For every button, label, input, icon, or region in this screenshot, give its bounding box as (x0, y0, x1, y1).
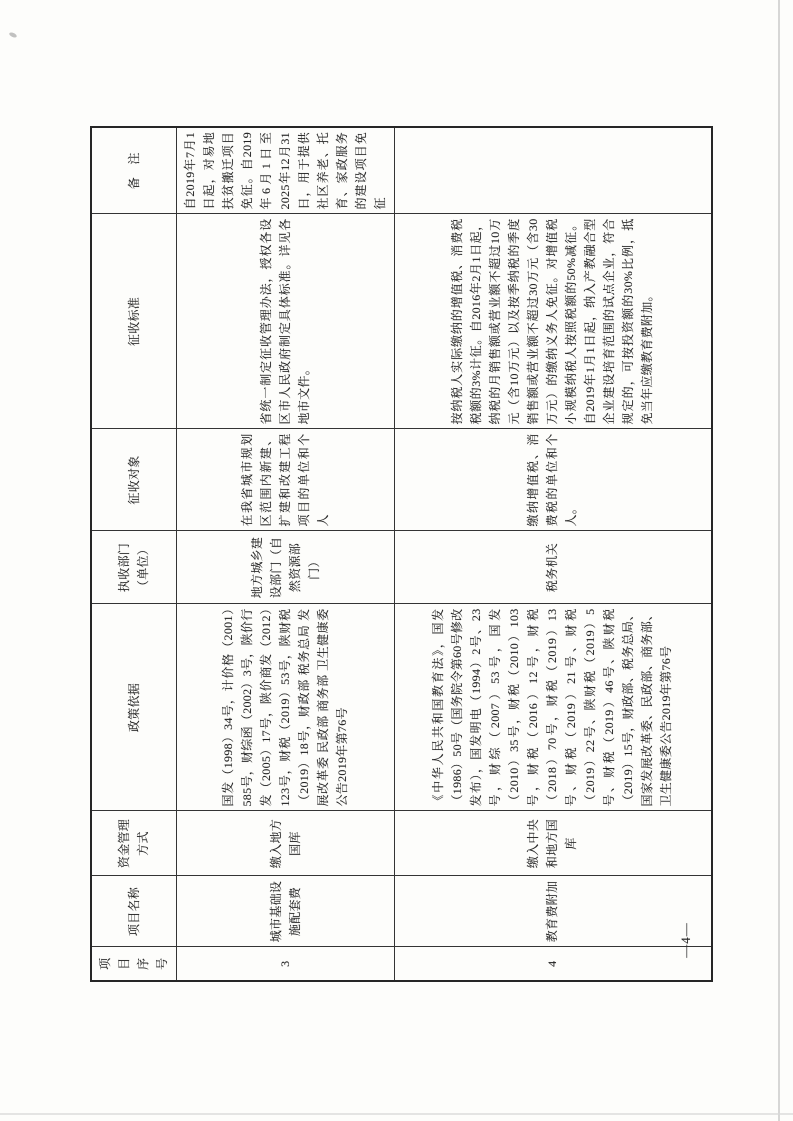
row3-remark-cell: 自2019年7月1日起，对易地扶贫搬迁项目免征。自2019年6月1日至2025年12月31日，用于提供社区养老、托育、家政服务的建设项目免征 (177, 127, 395, 214)
row3-fund-cell: 缴入地方国库 (177, 811, 395, 876)
table-row (177, 127, 395, 981)
row4-seq-cell: 4 (395, 947, 712, 981)
scan-artifact (9, 32, 18, 39)
table-header-row (91, 127, 177, 981)
row3-target-cell: 在我省城市规划区范围内新建、扩建和改建工程项目的单位和个人 (177, 429, 395, 531)
row4-standard-cell: 按纳税人实际缴纳的增值税、消费税税额的3%计征。自2016年2月1日起，纳税的月销售额或营业额不超过10万元（含10万元）以及按季纳税的季度销售额或营业额不超过30万元（含30万元）的缴纳义务人免征。对增值税小规模纳税人按照税额的50%减征。自2019年1月1日起，纳入产教融合型企业建设培育范围的试点企业，符合规定的，可按投资额的30%比例，抵免当年应缴教育费附加。 (395, 214, 712, 429)
header-remark: 备 注 (91, 127, 177, 214)
header-policy: 政策依据 (91, 604, 177, 811)
fee-items-table (90, 126, 713, 982)
row4-dept-cell: 税务机关 (395, 531, 712, 604)
page-number: —4— (678, 922, 693, 958)
row4-remark-cell (395, 127, 712, 214)
table-row (395, 127, 712, 981)
row3-policy-cell: 国发（1998）34号，计价格（2001）585号，财综函（2002）3号，陕价行发（2005）17号，陕价商发（2012）123号，财税（2019）53号，陕财税（2019）18号，财政部 税务总局 发展改革委 民政部 商务部 卫生健康委公告2019年第76号 (177, 604, 395, 811)
page-edge-bottom (0, 1113, 793, 1115)
row4-target-cell: 缴纳增值税、消费税的单位和个人。 (395, 429, 712, 531)
row3-dept-cell: 地方城乡建设部门（自然资源部门） (177, 531, 395, 604)
row3-seq-cell: 3 (177, 947, 395, 981)
row3-name-cell: 城市基础设施配套费 (177, 876, 395, 947)
header-name: 项目名称 (91, 876, 177, 947)
page-edge-right (778, 0, 780, 1121)
row4-name-cell: 教育费附加 (395, 876, 712, 947)
rotated-table-region (90, 128, 672, 982)
row4-policy-cell: 《中华人民共和国教育法》，国发（1986）50号（国务院令第60号修改发布），国发明电（1994）2号、23号，财综（2007）53号，国发（2010）35号，财税（2010）103号，财税（2016）12号，财税（2018）70号，财税（2019）13号、财税（2019）21号、财税（2019）22号、陕财税（2019）5号、财税（2019）46号、陕财税（2019）15号，财政部、税务总局、国家发展改革委、民政部、商务部、卫生健康委公告2019年第76号 (395, 604, 712, 811)
header-seq: 项目序号 (91, 947, 177, 981)
header-fund: 资金管理方式 (91, 811, 177, 876)
row4-fund-cell: 缴入中央和地方国库 (395, 811, 712, 876)
row3-standard-cell: 省统一制定征收管理办法，授权各设区市人民政府制定具体标准。详见各地市文件。 (177, 214, 395, 429)
header-target: 征收对象 (91, 429, 177, 531)
header-standard: 征收标准 (91, 214, 177, 429)
header-dept: 执收部门（单位） (91, 531, 177, 604)
